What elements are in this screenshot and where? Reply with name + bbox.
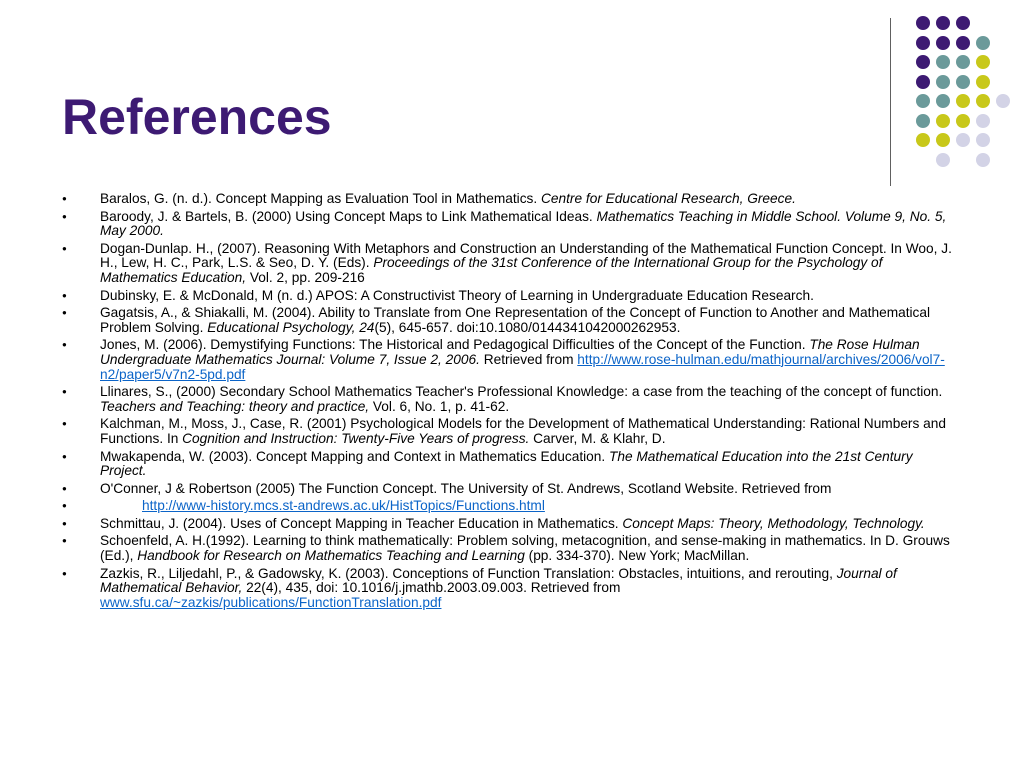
decor-dot <box>996 94 1010 108</box>
reference-details: (5), 645-657. doi:10.1080/0144341042000262953. <box>374 319 681 335</box>
reference-item <box>62 289 962 304</box>
reference-item <box>62 450 962 479</box>
decor-dot <box>956 133 970 147</box>
decor-dot <box>916 16 930 30</box>
decor-dot <box>956 114 970 128</box>
decor-dot <box>916 114 930 128</box>
reference-text: Jones, M. (2006). Demystifying Functions: The Historical and Pedagogical Difficulties of the Concept of the Function. <box>100 337 810 353</box>
reference-item <box>62 417 962 446</box>
decor-dot <box>936 94 950 108</box>
decor-dot <box>956 36 970 50</box>
reference-text: O'Conner, J & Robertson (2005) The Function Concept. The University of St. Andrews, Scotland Website. Retrieved from <box>100 480 832 496</box>
decor-dot <box>976 55 990 69</box>
decor-dot <box>936 16 950 30</box>
decor-dot <box>956 75 970 89</box>
reference-details: Vol. 2, pp. 209-216 <box>246 269 365 285</box>
reference-link[interactable]: http://www-history.mcs.st-andrews.ac.uk/HistTopics/Functions.html <box>142 498 545 514</box>
divider-line <box>890 18 891 186</box>
reference-source: Teachers and Teaching: theory and practice, <box>100 398 370 414</box>
decor-dot <box>956 16 970 30</box>
decor-dot <box>916 55 930 69</box>
decor-dot <box>936 55 950 69</box>
decor-dot <box>916 133 930 147</box>
reference-item <box>62 192 962 207</box>
reference-source: Mathematics Teaching in Middle School. Volume 9, No. 5, May 2000. <box>100 208 947 239</box>
reference-source: The Rose Hulman Undergraduate Mathematics Journal: Volume 7, Issue 2, 2006. <box>100 337 920 367</box>
reference-text: Llinares, S., (2000) Secondary School Mathematics Teacher's Professional Knowledge: a case from the teaching of the concept of function. <box>100 384 943 400</box>
reference-text: Gagatsis, A., & Shiakalli, M. (2004). Ability to Translate from One Representation of the Concept of Function to Another and Mathematical Problem Solving. <box>100 305 931 335</box>
reference-source: The Mathematical Education into the 21st Century Project. <box>100 448 913 479</box>
reference-text: Baroody, J. & Bartels, B. (2000) Using Concept Maps to Link Mathematical Ideas. <box>100 208 597 224</box>
decor-dot <box>976 36 990 50</box>
reference-text: Schoenfeld, A. H.(1992). Learning to think mathematically: Problem solving, metacognition, and sense-making in mathematics. In D. Grouws (Ed.), <box>100 533 950 564</box>
decor-dot <box>916 36 930 50</box>
reference-details: (pp. 334-370). New York; MacMillan. <box>524 548 750 564</box>
reference-source: Cognition and Instruction: Twenty-Five Years of progress. <box>182 430 530 446</box>
decor-dot <box>916 75 930 89</box>
reference-source: Journal of Mathematical Behavior, <box>100 565 897 596</box>
reference-text: Schmittau, J. (2004). Uses of Concept Mapping in Teacher Education in Mathematics. <box>100 515 623 531</box>
reference-source: Educational Psychology, 24 <box>207 319 375 335</box>
reference-item <box>62 385 962 414</box>
reference-source: Centre for Educational Research, Greece. <box>541 191 796 206</box>
reference-source: Proceedings of the 31st Conference of the International Group for the Psychology of Mathematics Education, <box>100 255 883 285</box>
reference-item <box>62 482 962 497</box>
reference-text: Mwakapenda, W. (2003). Concept Mapping and Context in Mathematics Education. <box>100 448 609 464</box>
reference-details: Retrieved from <box>479 351 578 367</box>
decor-dot <box>976 114 990 128</box>
reference-text: Kalchman, M., Moss, J., Case, R. (2001) Psychological Models for the Development of Mathematical Understanding: Rational Numbers and Functions. In <box>100 416 946 446</box>
reference-details: Carver, M. & Klahr, D. <box>529 430 666 446</box>
decor-dot <box>936 36 950 50</box>
reference-text: Zazkis, R., Liljedahl, P., & Gadowsky, K. (2003). Conceptions of Function Translation: Obstacles, intuitions, and rerouting, <box>100 565 837 581</box>
reference-text: Dogan-Dunlap. H., (2007). Reasoning With Metaphors and Construction an Understanding of the Mathematical Function Concept. In Woo, J. H., Lew, H. C., Park, L.S. & Seo, D. Y. (Eds). <box>100 240 952 271</box>
reference-source: Concept Maps: Theory, Methodology, Technology. <box>622 515 925 531</box>
reference-item <box>62 210 962 239</box>
reference-text: Dubinsky, E. & McDonald, M (n. d.) APOS: A Constructivist Theory of Learning in Undergraduate Education Research. <box>100 287 814 303</box>
reference-details: 22(4), 435, doi: 10.1016/j.jmathb.2003.09.003. Retrieved from <box>242 580 621 596</box>
decor-dot <box>936 114 950 128</box>
decor-dot <box>956 94 970 108</box>
decor-dot <box>956 55 970 69</box>
reference-link[interactable]: http://www.rose-hulman.edu/mathjournal/archives/2006/vol7-n2/paper5/v7n2-5pd.pdf <box>100 351 945 382</box>
decor-dot <box>976 133 990 147</box>
decor-dot <box>976 75 990 89</box>
decor-dot <box>936 133 950 147</box>
reference-link[interactable]: www.sfu.ca/~zazkis/publications/FunctionTranslation.pdf <box>100 594 442 610</box>
decor-dot <box>976 94 990 108</box>
reference-item <box>62 306 962 335</box>
reference-text: Baralos, G. (n. d.). Concept Mapping as Evaluation Tool in Mathematics. <box>100 191 542 206</box>
decor-dot <box>916 94 930 108</box>
reference-item <box>62 338 962 382</box>
reference-item <box>62 534 962 563</box>
reference-item <box>62 499 962 514</box>
decor-dot <box>976 153 990 167</box>
reference-source: Handbook for Research on Mathematics Teaching and Learning <box>137 548 525 564</box>
reference-item <box>62 517 962 532</box>
reference-item <box>62 242 962 286</box>
decor-dot <box>936 75 950 89</box>
decor-dot <box>936 153 950 167</box>
reference-item <box>62 567 962 611</box>
reference-details: Vol. 6, No. 1, p. 41-62. <box>369 398 510 414</box>
reference-list <box>62 192 962 613</box>
slide-title: References <box>62 89 332 145</box>
